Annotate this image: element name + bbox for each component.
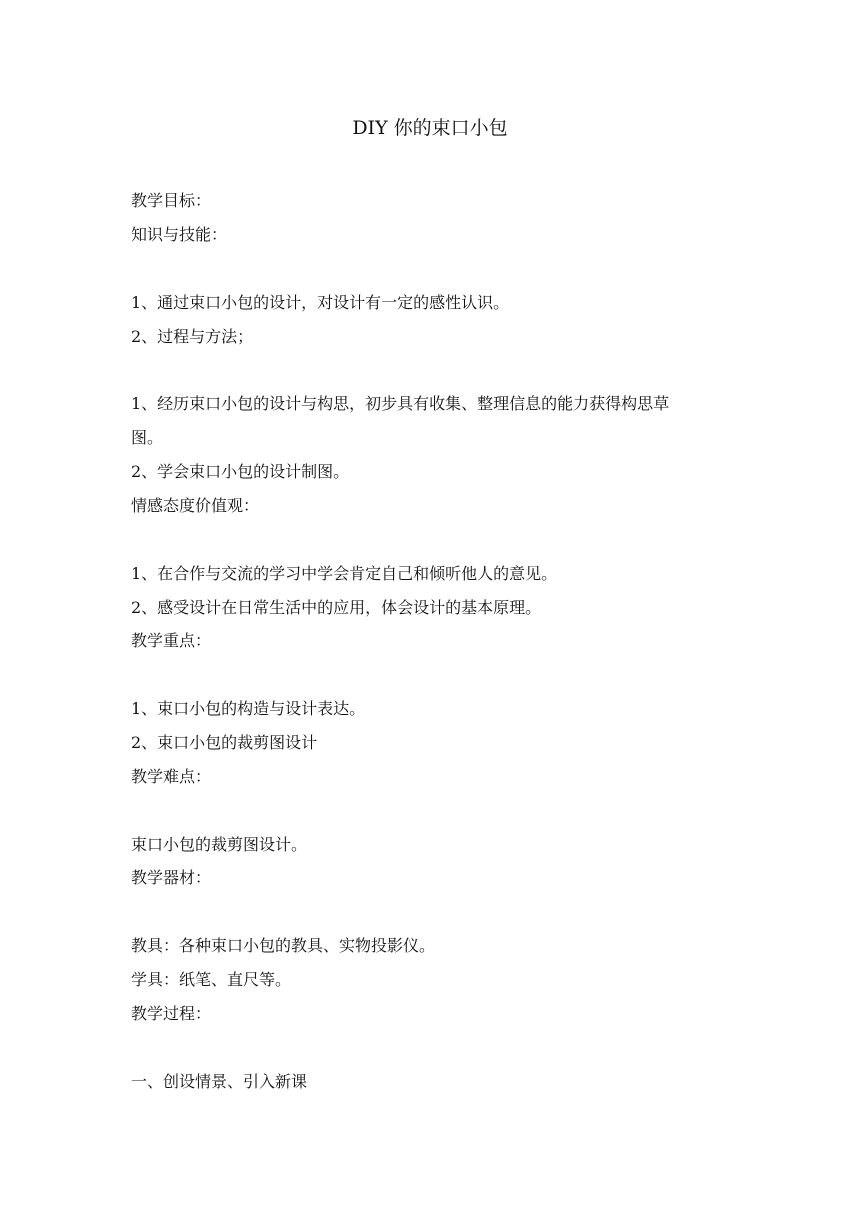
emotion-item-2: 2、感受设计在日常生活中的应用，体会设计的基本原理。 [131,598,542,617]
teaching-equipment-heading: 教学器材： [131,868,212,887]
key-item-2: 2、束口小包的裁剪图设计 [131,733,318,752]
equipment-item-2: 学具：纸笔、直尺等。 [131,970,292,989]
knowledge-item-1: 1、通过束口小包的设计，对设计有一定的感性认识。 [131,293,510,312]
emotion-item-1: 1、在合作与交流的学习中学会肯定自己和倾听他人的意见。 [131,564,558,583]
process-item-2: 2、学会束口小包的设计制图。 [131,462,350,481]
process-step-1: 一、创设情景、引入新课 [131,1072,308,1091]
process-item-1: 1、经历束口小包的设计与构思，初步具有收集、整理信息的能力获得构思草 [131,394,670,413]
teaching-goal-heading: 教学目标： [131,191,212,210]
equipment-item-1: 教具：各种束口小包的教具、实物投影仪。 [131,936,436,955]
teaching-process-heading: 教学过程： [131,1004,212,1023]
document-title: DIY 你的束口小包 [352,117,508,139]
process-item-1-continued: 图。 [131,428,164,447]
emotion-values-heading: 情感态度价值观： [131,496,260,515]
difficulty-item-1: 束口小包的裁剪图设计。 [131,835,308,854]
key-item-1: 1、束口小包的构造与设计表达。 [131,699,366,718]
teaching-key-heading: 教学重点： [131,631,212,650]
process-method-heading: 2、过程与方法； [131,327,254,346]
teaching-difficulty-heading: 教学难点： [131,767,212,786]
knowledge-skills-heading: 知识与技能： [131,225,228,244]
